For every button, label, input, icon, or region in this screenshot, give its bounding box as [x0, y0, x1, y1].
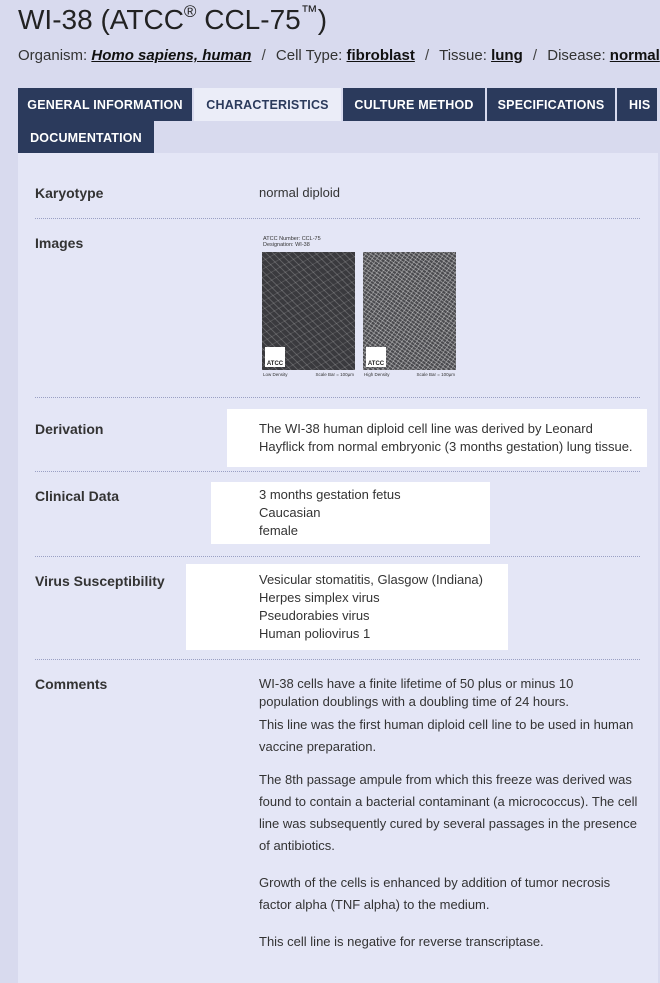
high-density-caption: High Density [364, 372, 390, 377]
tab-documentation[interactable]: DOCUMENTATION [18, 121, 154, 154]
low-density-image[interactable] [262, 252, 355, 377]
row-divider [35, 397, 640, 398]
row-divider [35, 218, 640, 219]
registered-mark: ® [183, 2, 197, 21]
organism-link[interactable]: Homo sapiens, human [91, 47, 252, 64]
row-divider [35, 659, 640, 660]
breadcrumb [18, 47, 660, 64]
row-divider [35, 471, 640, 472]
comments-paragraph-4: This cell line is negative for reverse transcriptase. [259, 934, 544, 949]
tab-bar-row-2 [18, 121, 156, 154]
trademark-mark: ™ [300, 2, 318, 21]
tab-culture-method[interactable]: CULTURE METHOD [343, 88, 485, 121]
clinical-data-label: Clinical Data [35, 488, 120, 504]
page-title: WI-38 (ATCC® CCL-75™) [18, 2, 328, 35]
atcc-logo-icon: ATCC [265, 347, 285, 367]
image-caption: ATCC Number: CCL-75 Designation: WI-38 [263, 236, 321, 248]
high-density-image[interactable] [363, 252, 456, 377]
celltype-label: Cell Type: [275, 47, 343, 64]
clinical-data-value: 3 months gestation fetus Caucasian female [259, 487, 401, 538]
breadcrumb-separator: / [425, 47, 430, 64]
cell-images[interactable] [259, 236, 459, 376]
tab-specifications[interactable]: SPECIFICATIONS [487, 88, 615, 121]
virus-susceptibility-label: Virus Susceptibility [35, 573, 165, 589]
breadcrumb-separator: / [532, 47, 538, 64]
tissue-link[interactable]: lung [491, 47, 523, 64]
derivation-value: The WI-38 human diploid cell line was derived by Leonard Hayflick from normal embryonic (3 months gestation) lung tissue. [259, 421, 633, 454]
scale-caption-low: Scale Bar = 100µm [315, 372, 354, 377]
celltype-link[interactable]: fibroblast [346, 47, 415, 64]
comments-paragraph-1: WI-38 cells have a finite lifetime of 50 plus or minus 10 population doublings with a doubling time of 24 hours. This line was the first human diploid cell line to be used in human vaccine preparation. [259, 676, 634, 754]
disease-label: Disease: [547, 47, 606, 64]
tab-general-information[interactable]: GENERAL INFORMATION [18, 88, 192, 121]
comments-label: Comments [35, 676, 108, 692]
comments-paragraph-2: The 8th passage ampule from which this freeze was derived was found to contain a bacterial contaminant (a micrococcus). The cell line was subsequently cured by several passages in the presence of antibiotics. [259, 772, 638, 853]
disease-link[interactable]: normal [609, 47, 660, 64]
scale-caption-high: Scale Bar = 100µm [416, 372, 455, 377]
images-label: Images [35, 235, 84, 251]
karyotype-value: normal diploid [259, 185, 340, 200]
tab-characteristics[interactable]: CHARACTERISTICS [194, 88, 341, 121]
comments-paragraph-3: Growth of the cells is enhanced by addition of tumor necrosis factor alpha (TNF alpha) to the medium. [259, 875, 611, 912]
tissue-label: Tissue: [439, 47, 487, 64]
derivation-label: Derivation [35, 421, 104, 437]
row-divider [35, 556, 640, 557]
tab-history[interactable]: HIS [617, 88, 657, 121]
virus-susceptibility-value: Vesicular stomatitis, Glasgow (Indiana) Herpes simplex virus Pseudorabies virus Human poliovirus 1 [259, 572, 483, 641]
atcc-logo-icon: ATCC [366, 347, 386, 367]
low-density-caption: Low Density [263, 372, 288, 377]
tab-bar [18, 88, 659, 121]
breadcrumb-separator: / [261, 47, 266, 64]
organism-label: Organism: [18, 47, 88, 64]
karyotype-label: Karyotype [35, 185, 104, 201]
